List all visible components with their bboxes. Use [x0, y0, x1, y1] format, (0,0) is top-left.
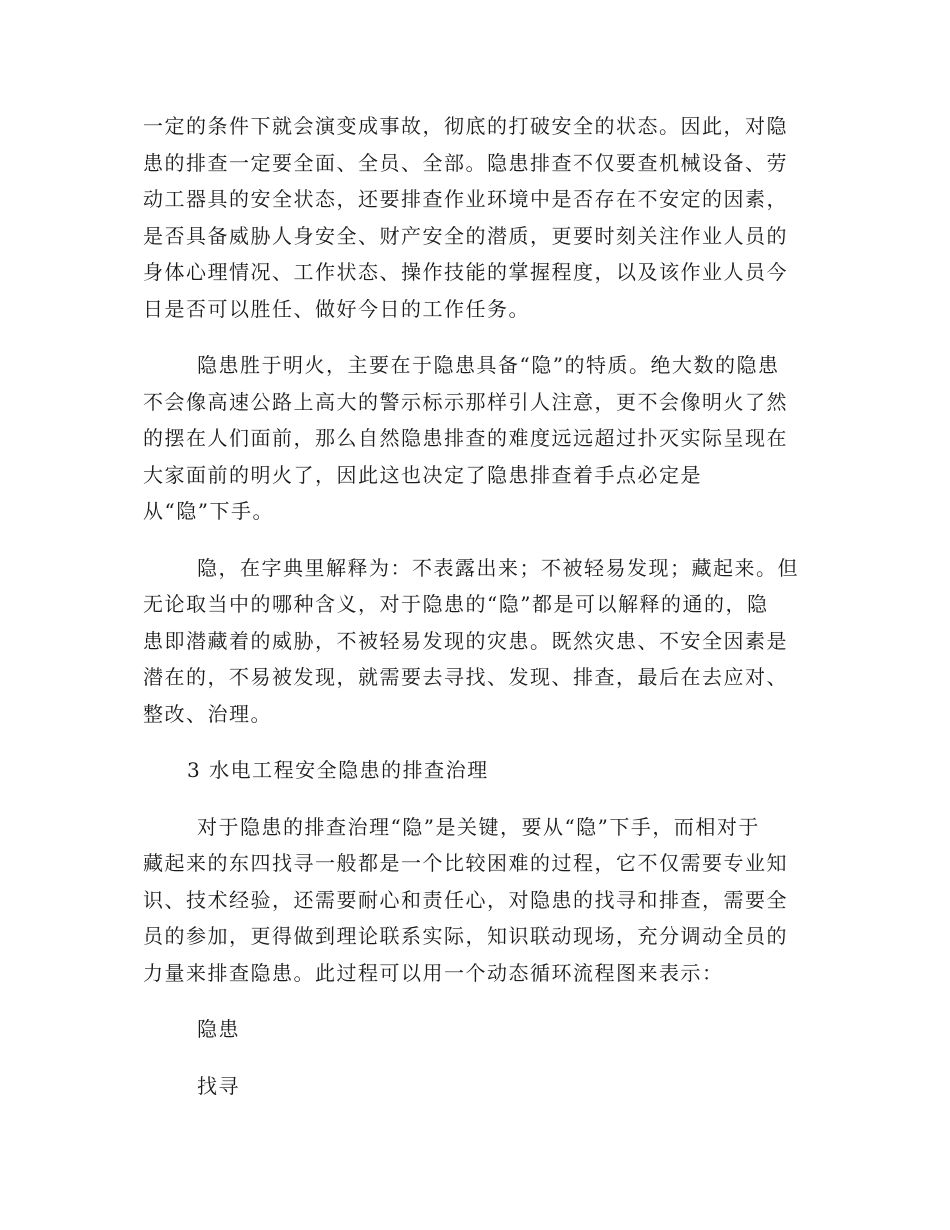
- text-line: 对于隐患的排查治理“隐”是关键，要从“隐”下手，而相对于: [197, 814, 760, 839]
- text-line: 动工器具的安全状态，还要排查作业环境中是否存在不安定的因素，: [143, 187, 788, 211]
- text-line: 力量来排查隐患。此过程可以用一个动态循环流程图来表示：: [143, 960, 724, 985]
- text-line: 是否具备威胁人身安全、财产安全的潜质，更要时刻关注作业人员的: [143, 223, 788, 248]
- text-line: 患的排查一定要全面、全员、全部。隐患排查不仅要查机械设备、劳: [143, 150, 788, 175]
- paragraph-4: [143, 809, 807, 992]
- text-line: 识、技术经验，还需要耐心和责任心，对隐患的找寻和排查，需要全: [143, 887, 788, 912]
- text-line: 患即潜藏着的威胁，不被轻易发现的灾患。既然灾患、不安全因素是: [143, 628, 788, 653]
- paragraph-2: [143, 347, 807, 530]
- text-line: 整改、治理。: [143, 701, 272, 726]
- text-line: 隐患胜于明火，主要在于隐患具备“隐”的特质。绝大数的隐患: [197, 353, 780, 377]
- text-line: 无论取当中的哪种含义，对于隐患的“隐”都是可以解释的通的，隐: [143, 592, 769, 616]
- paragraph-1: [143, 108, 807, 327]
- flow-item-search: 找寻: [197, 1073, 240, 1098]
- text-line: 日是否可以胜任、做好今日的工作任务。: [143, 296, 530, 321]
- document-page: [143, 108, 807, 1104]
- text-line: 身体心理情况、工作状态、操作技能的掌握程度，以及该作业人员今: [143, 260, 788, 284]
- paragraph-3: [143, 550, 807, 733]
- text-line: 的摆在人们面前，那么自然隐患排查的难度远远超过扑灭实际呈现在: [143, 426, 788, 450]
- text-line: 大家面前的明火了，因此这也决定了隐患排查着手点必定是: [143, 462, 702, 487]
- section-heading: 3 水电工程安全隐患的排查治理: [187, 758, 489, 782]
- text-line: 员的参加，更得做到理论联系实际，知识联动现场，充分调动全员的: [143, 924, 788, 948]
- text-line: 隐，在字典里解释为：不表露出来；不被轻易发现；藏起来。但: [197, 555, 799, 580]
- text-line: 从“隐”下手。: [143, 499, 274, 523]
- text-line: 一定的条件下就会演变成事故，彻底的打破安全的状态。因此，对隐: [143, 114, 788, 138]
- text-line: 不会像高速公路上高大的警示标示那样引人注意，更不会像明火了然: [143, 389, 788, 414]
- text-line: 藏起来的东四找寻一般都是一个比较困难的过程，它不仅需要专业知: [143, 851, 788, 875]
- text-line: 潜在的，不易被发现，就需要去寻找、发现、排查，最后在去应对、: [143, 665, 788, 689]
- flow-item-hidden-danger: 隐患: [197, 1017, 240, 1041]
